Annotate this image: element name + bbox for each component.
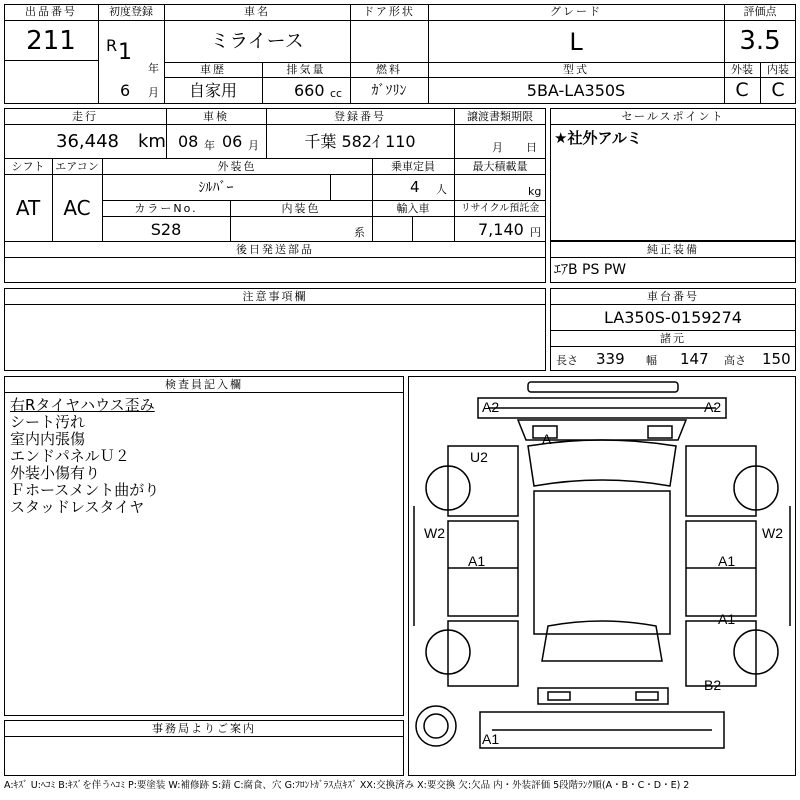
interior-grade: C <box>771 79 785 101</box>
damage-mark-a1-rear: A1 <box>482 731 500 747</box>
length: 339 <box>596 350 625 368</box>
later-parts-label: 後日発送部品 <box>236 243 314 256</box>
capacity: 4 <box>410 178 420 196</box>
damage-mark-u2: U2 <box>470 449 488 465</box>
transfer-label: 譲渡書類期限 <box>467 110 533 123</box>
aircon-label: エアコン <box>55 160 99 173</box>
interior-label: 内装 <box>767 63 789 76</box>
history-label: 車歴 <box>200 63 226 76</box>
shift-label: シフト <box>11 160 45 173</box>
load-unit: kg <box>528 185 542 198</box>
height-label: 高さ <box>724 354 746 367</box>
score-label: 評価点 <box>743 5 777 18</box>
recycle-label: リサイクル預託金 <box>460 203 540 214</box>
inspection-year: 08 <box>178 132 199 151</box>
equipment-label: 純正装備 <box>647 243 699 256</box>
exterior-label: 外装 <box>731 63 753 76</box>
import-label: 輸入車 <box>396 202 430 215</box>
era-letter: R <box>106 36 118 55</box>
ext-color-label: 外装色 <box>217 160 257 173</box>
recycle-unit: 円 <box>530 226 541 239</box>
inspector-line: 外装小傷有り <box>10 464 101 482</box>
damage-mark-w2-left: W2 <box>424 525 445 541</box>
aircon: AC <box>63 196 91 220</box>
mileage-unit: km <box>138 131 166 152</box>
door-label: ドア形状 <box>363 5 415 18</box>
fuel: ｶﾞｿﾘﾝ <box>371 83 407 99</box>
model-label: 型式 <box>563 63 589 76</box>
inspector-line: エンドパネルＵ２ <box>10 447 130 465</box>
displacement: 660 <box>294 81 325 100</box>
fuel-label: 燃料 <box>376 63 402 76</box>
year-unit: 年 <box>148 62 159 75</box>
int-color-unit: 系 <box>354 226 365 239</box>
era-year: 1 <box>118 40 132 65</box>
displacement-unit: cc <box>330 87 343 100</box>
inspector-label: 検査員記入欄 <box>165 378 243 391</box>
inspector-line: 室内内張傷 <box>10 430 86 448</box>
score: 3.5 <box>739 26 781 56</box>
car-name-label: 車名 <box>244 5 270 18</box>
model: 5BA-LA350S <box>526 81 626 100</box>
damage-mark-a1-right: A1 <box>718 553 736 569</box>
chassis-label: 車台番号 <box>647 290 699 303</box>
damage-mark-windshield: A <box>542 431 552 447</box>
height: 150 <box>762 350 791 368</box>
history: 自家用 <box>188 81 237 100</box>
chassis-number: LA350S-0159274 <box>604 308 742 327</box>
color-no: S28 <box>150 220 182 239</box>
dims-label: 諸元 <box>660 332 686 345</box>
inspection-year-unit: 年 <box>204 139 215 152</box>
sales-point-text: ★社外アルミ <box>554 129 642 147</box>
equipment-text: ｴｱB PS PW <box>554 262 627 278</box>
inspector-line: Ｆホースメント曲がり <box>10 481 160 499</box>
inspector-line: 右Rタイヤハウス歪み <box>10 396 155 414</box>
grade: L <box>569 28 583 56</box>
int-color-label: 内装色 <box>281 202 321 215</box>
inspection-month: 06 <box>222 132 243 151</box>
load-label: 最大積載量 <box>472 160 528 173</box>
car-body-diagram <box>408 376 796 776</box>
damage-mark-b2: B2 <box>704 677 722 693</box>
inspector-line: シート汚れ <box>10 413 86 431</box>
transfer-month-unit: 月 <box>492 141 503 154</box>
month-unit: 月 <box>148 86 159 99</box>
damage-mark-a2-left: A2 <box>482 399 500 415</box>
damage-mark-a1-right-rear: A1 <box>718 611 736 627</box>
capacity-label: 乗車定員 <box>391 160 435 173</box>
inspection-label: 車検 <box>203 110 229 123</box>
office-label: 事務局よりご案内 <box>152 722 256 735</box>
width: 147 <box>680 350 709 368</box>
color-no-label: カラーNo. <box>134 202 198 215</box>
transfer-day-unit: 日 <box>526 141 537 154</box>
reg-month: 6 <box>120 81 131 100</box>
first-reg-label: 初度登録 <box>109 5 153 18</box>
displacement-label: 排気量 <box>286 63 326 76</box>
inspector-line: スタッドレスタイヤ <box>10 498 145 516</box>
mileage-label: 走行 <box>72 110 98 123</box>
inspection-month-unit: 月 <box>248 139 259 152</box>
exterior-grade: C <box>735 79 749 101</box>
damage-mark-a1-left: A1 <box>468 553 486 569</box>
shift: AT <box>15 196 41 220</box>
lot-label: 出品番号 <box>25 5 77 18</box>
lot-number: 211 <box>26 26 76 56</box>
ext-color: ｼﾙﾊﾞｰ <box>198 180 234 196</box>
damage-mark-a2-right: A2 <box>704 399 722 415</box>
sales-point-label: セールスポイント <box>621 110 725 123</box>
damage-mark-w2-right: W2 <box>762 525 783 541</box>
mileage: 36,448 <box>56 131 119 152</box>
plate-number: 千葉 582ｲ 110 <box>304 132 416 151</box>
length-label: 長さ <box>556 354 578 367</box>
plate-label: 登録番号 <box>334 110 386 123</box>
notes-label: 注意事項欄 <box>242 290 308 303</box>
car-name: ミライース <box>210 30 304 52</box>
sales-point-section <box>550 108 796 241</box>
capacity-unit: 人 <box>436 183 447 196</box>
recycle-amount: 7,140 <box>478 220 524 239</box>
legend-text: A:ｷｽﾞ U:ﾍｺﾐ B:ｷｽﾞを伴うﾍｺﾐ P:要塗装 W:補修跡 S:錆 C:腐食、穴 G:ﾌﾛﾝﾄｶﾞﾗｽ点ｷｽﾞ XX:交換済み X:要交換 欠:欠品 内・外装評価 5段階ﾗﾝｸ順(A・B・C・D・E) 2 <box>4 780 690 791</box>
grade-label: グレード <box>550 5 602 18</box>
width-label: 幅 <box>646 354 657 367</box>
